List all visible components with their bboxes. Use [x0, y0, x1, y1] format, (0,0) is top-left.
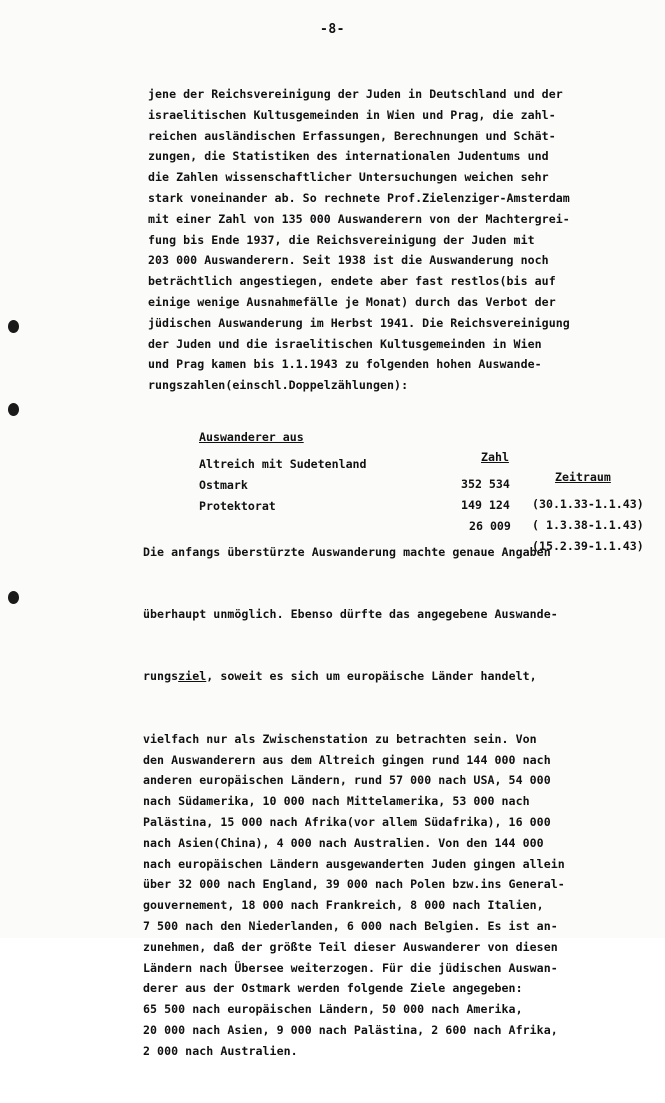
paragraph-2-line: den Auswanderern aus dem Altreich gingen rund 144 000 nach [143, 752, 551, 767]
paragraph-1-line: reichen ausländischen Erfassungen, Berechnungen und Schät- [148, 128, 556, 143]
paragraph-2-line: derer aus der Ostmark werden folgende Ziele angegeben: [143, 981, 523, 996]
paragraph-2-line: 7 500 nach den Niederlanden, 6 000 nach Belgien. Es ist an- [143, 918, 558, 933]
paragraph-2-line: über 32 000 nach England, 39 000 nach Polen bzw.ins General- [143, 877, 565, 892]
paragraph-1-line: israelitischen Kultusgemeinden in Wien und Prag, die zahl- [148, 107, 556, 122]
paragraph-2-line: Ländern nach Übersee weiterzogen. Für die jüdischen Auswan- [143, 960, 558, 975]
table-cell-origin: Protektorat [199, 499, 276, 513]
paragraph-1-line: 203 000 Auswanderern. Seit 1938 ist die Auswanderung noch [148, 253, 549, 268]
paragraph-2-line: Palästina, 15 000 nach Afrika(vor allem Südafrika), 16 000 [143, 814, 551, 829]
paragraph-1-line: jüdischen Auswanderung im Herbst 1941. Die Reichsvereinigung [148, 315, 570, 330]
paragraph-1-line: rungszahlen(einschl.Doppelzählungen): [148, 378, 409, 393]
paragraph-2-line: nach Südamerika, 10 000 nach Mittelamerika, 53 000 nach [143, 794, 530, 809]
paragraph-1-line: fung bis Ende 1937, die Reichsvereinigung der Juden mit [148, 232, 535, 247]
paragraph-2-line: anderen europäischen Ländern, rund 57 000 nach USA, 54 000 [143, 773, 551, 788]
line-prefix: rungs [143, 669, 179, 684]
paragraph-2 [143, 500, 565, 1103]
paragraph-2-line: vielfach nur als Zwischenstation zu betrachten sein. Von [143, 731, 537, 746]
paragraph-1-line: jene der Reichsvereinigung der Juden in Deutschland und der [148, 87, 563, 101]
table-cell-period: (30.1.33-1.1.43) [532, 497, 644, 511]
paragraph-2-line: überhaupt unmöglich. Ebenso dürfte das angegebene Auswande- [143, 606, 558, 621]
paragraph-2-line: zunehmen, daß der größte Teil dieser Auswanderer von diesen [143, 939, 558, 954]
table-cell-origin: Ostmark [199, 478, 248, 492]
table-cell-origin: Altreich mit Sudetenland [199, 457, 367, 471]
paragraph-2-line: gouvernement, 18 000 nach Frankreich, 8 000 nach Italien, [143, 898, 544, 913]
paragraph-1-line: einige wenige Ausnahmefälle je Monat) durch das Verbot der [148, 294, 556, 309]
paragraph-2-remaining [143, 729, 565, 1062]
table-header-period: Zeitraum [555, 470, 611, 484]
table-cell-period: (15.2.39-1.1.43) [532, 539, 644, 553]
table-header-count: Zahl [481, 450, 509, 464]
paragraph-2-line [143, 666, 565, 687]
page-number: -8- [320, 22, 345, 37]
punch-hole-middle [8, 403, 19, 416]
table-cell-count: 352 534 [461, 477, 510, 491]
paragraph-2-line: Die anfangs überstürzte Auswanderung machte genaue Angaben [143, 544, 551, 559]
line-suffix: , soweit es sich um europäische Länder handelt, [206, 669, 537, 684]
paragraph-2-line: 65 500 nach europäischen Ländern, 50 000 nach Amerika, [143, 1002, 523, 1017]
table-cell-count: 26 009 [469, 519, 511, 533]
paragraph-2-line: nach europäischen Ländern ausgewanderten Juden gingen allein [143, 856, 565, 871]
punch-hole-bottom [8, 591, 19, 604]
paragraph-1-line: der Juden und die israelitischen Kultusgemeinden in Wien [148, 336, 542, 351]
paragraph-1-line: und Prag kamen bis 1.1.1943 zu folgenden hohen Auswande- [148, 357, 542, 372]
paragraph-1 [148, 84, 570, 396]
paragraph-1-line: beträchtlich angestiegen, endete aber fast restlos(bis auf [148, 274, 556, 289]
paragraph-1-line: die Zahlen wissenschaftlicher Untersuchungen weichen sehr [148, 170, 549, 185]
table-cell-period: ( 1.3.38-1.1.43) [532, 518, 644, 532]
underlined-word: ziel [178, 669, 207, 684]
paragraph-1-line: stark voneinander ab. So rechnete Prof.Zielenziger-Amsterdam [148, 190, 570, 205]
paragraph-1-line: zungen, die Statistiken des internationalen Judentums und [148, 149, 549, 164]
table-header-origin: Auswanderer aus [199, 430, 304, 444]
paragraph-1-line: mit einer Zahl von 135 000 Auswanderern von der Machtergrei- [148, 211, 570, 226]
paragraph-2-line: 2 000 nach Australien. [143, 1043, 298, 1058]
paragraph-2-line: 20 000 nach Asien, 9 000 nach Palästina, 2 600 nach Afrika, [143, 1022, 558, 1037]
table-cell-count: 149 124 [461, 498, 510, 512]
paragraph-2-line: nach Asien(China), 4 000 nach Australien. Von den 144 000 [143, 835, 544, 850]
punch-hole-top [8, 320, 19, 333]
